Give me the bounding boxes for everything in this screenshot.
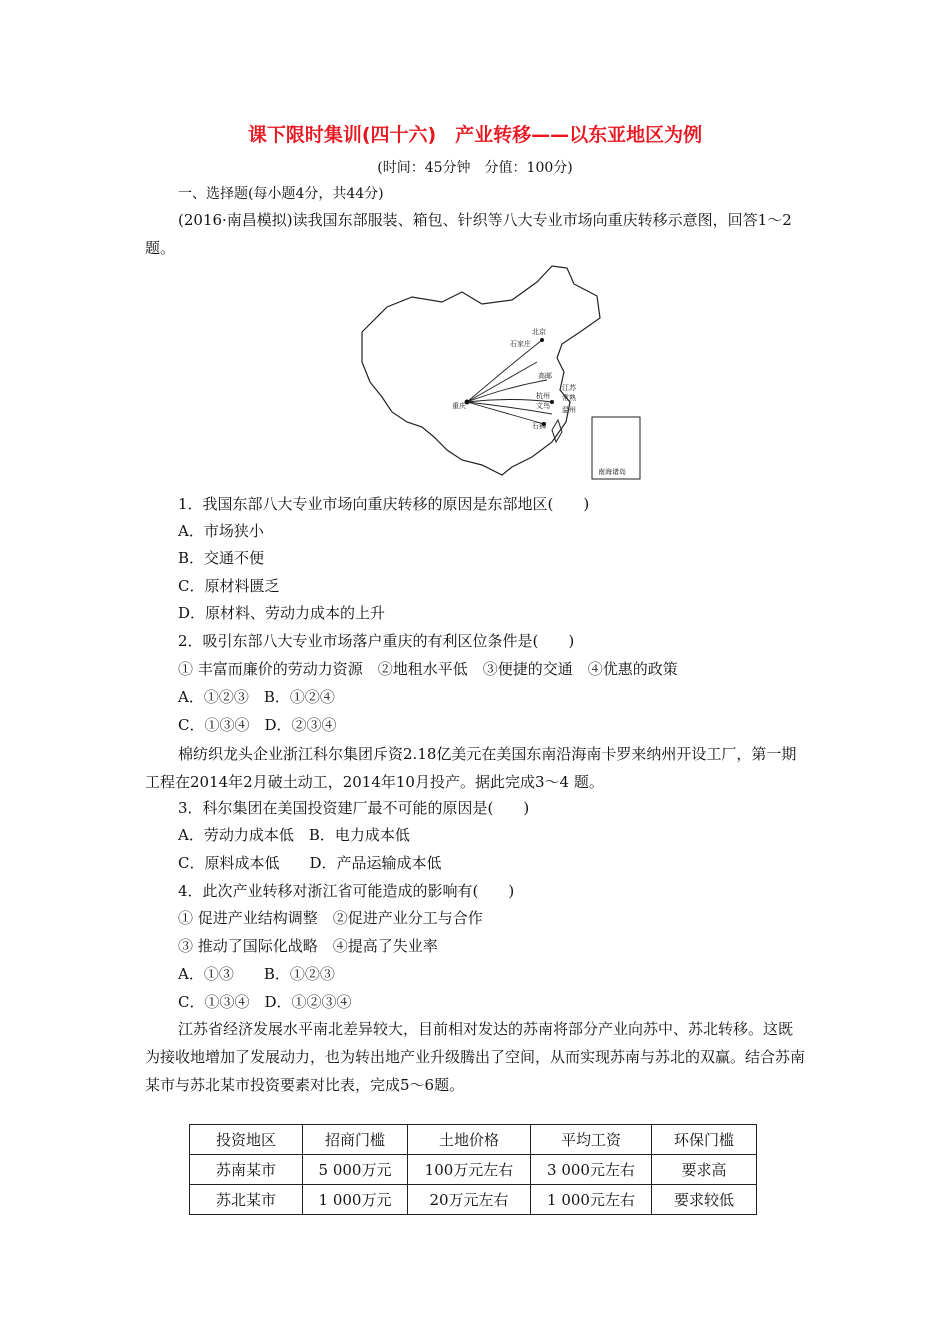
intro-paragraph-1: (2016·南昌模拟)读我国东部服装、箱包、针织等八大专业市场向重庆转移示意图，回答1～2题。 — [145, 211, 792, 257]
map-label: 重庆 — [452, 402, 466, 410]
table-header: 投资地区 — [190, 1125, 303, 1155]
q4-stem: 4．此次产业转移对浙江省可能造成的影响有( ) — [178, 882, 515, 900]
table-cell: 5 000万元 — [303, 1155, 408, 1185]
q4-option: A．①③ B．①②③ — [178, 965, 335, 983]
intro-paragraph-2: 棉纺织龙头企业浙江科尔集团斥资2.18亿美元在美国东南沿海南卡罗来纳州开设工厂，第一期工程在2014年2月破土动工，2014年10月投产。据此完成3～4 题。 — [145, 745, 797, 791]
q2-option: A．①②③ B．①②④ — [178, 688, 335, 706]
table-row — [190, 1185, 757, 1215]
table-cell: 要求较低 — [652, 1185, 757, 1215]
q1-option: C．原材料匮乏 — [178, 577, 280, 595]
section-heading: 一、选择题(每小题4分，共44分) — [178, 186, 384, 202]
q3-option: A．劳动力成本低 B．电力成本低 — [178, 826, 410, 844]
map-label: 文鸟 — [536, 402, 550, 410]
map-label: 石狮 — [532, 422, 546, 430]
q1-option: D．原材料、劳动力成本的上升 — [178, 604, 386, 622]
map-label: 石家庄 — [510, 340, 531, 348]
q2-stem: 2．吸引东部八大专业市场落户重庆的有利区位条件是( ) — [178, 632, 575, 650]
map-label: 北京 — [532, 328, 546, 336]
page-title: 课下限时集训(四十六) 产业转移——以东亚地区为例 — [247, 124, 703, 146]
q2-items: ① 丰富而廉价的劳动力资源 ②地租水平低 ③便捷的交通 ④优惠的政策 — [178, 660, 678, 678]
q2-option: C．①③④ D．②③④ — [178, 716, 337, 734]
investment-factors-table — [189, 1124, 757, 1215]
q4-items: ① 促进产业结构调整 ②促进产业分工与合作 — [178, 909, 483, 927]
map-label: 南海诸岛 — [598, 468, 626, 476]
table-cell: 苏南某市 — [190, 1155, 303, 1185]
table-cell: 100万元左右 — [408, 1155, 531, 1185]
table-cell: 1 000元左右 — [531, 1185, 652, 1215]
map-label: 江苏 — [562, 384, 576, 392]
table-header: 土地价格 — [408, 1125, 531, 1155]
q3-option: C．原料成本低 D．产品运输成本低 — [178, 854, 442, 872]
table-row — [190, 1155, 757, 1185]
table-header: 招商门槛 — [303, 1125, 408, 1155]
table-header: 平均工资 — [531, 1125, 652, 1155]
intro-paragraph-3: 江苏省经济发展水平南北差异较大，目前相对发达的苏南将部分产业向苏中、苏北转移。这既为接收地增加了发展动力，也为转出地产业升级腾出了空间，从而实现苏南与苏北的双赢。结合苏南某市与苏北某市投资要素对比表，完成5～6题。 — [145, 1020, 806, 1094]
map-label: 高邮 — [538, 372, 552, 380]
table-cell: 1 000万元 — [303, 1185, 408, 1215]
time-score-info: (时间：45分钟 分值：100分) — [377, 160, 573, 176]
q4-items: ③ 推动了国际化战略 ④提高了失业率 — [178, 937, 438, 955]
table-cell: 苏北某市 — [190, 1185, 303, 1215]
q1-stem: 1．我国东部八大专业市场向重庆转移的原因是东部地区( ) — [178, 495, 590, 513]
table-cell: 要求高 — [652, 1155, 757, 1185]
china-map — [352, 262, 644, 484]
table-header: 环保门槛 — [652, 1125, 757, 1155]
q1-option: A．市场狭小 — [178, 522, 264, 540]
q1-option: B．交通不便 — [178, 549, 265, 567]
q4-option: C．①③④ D．①②③④ — [178, 993, 352, 1011]
map-label: 温州 — [562, 406, 576, 414]
table-cell: 20万元左右 — [408, 1185, 531, 1215]
map-label: 常熟 — [562, 394, 576, 402]
map-label: 杭州 — [536, 392, 550, 400]
q3-stem: 3．科尔集团在美国投资建厂最不可能的原因是( ) — [178, 799, 530, 817]
table-cell: 3 000元左右 — [531, 1155, 652, 1185]
table-header-row — [190, 1125, 757, 1155]
